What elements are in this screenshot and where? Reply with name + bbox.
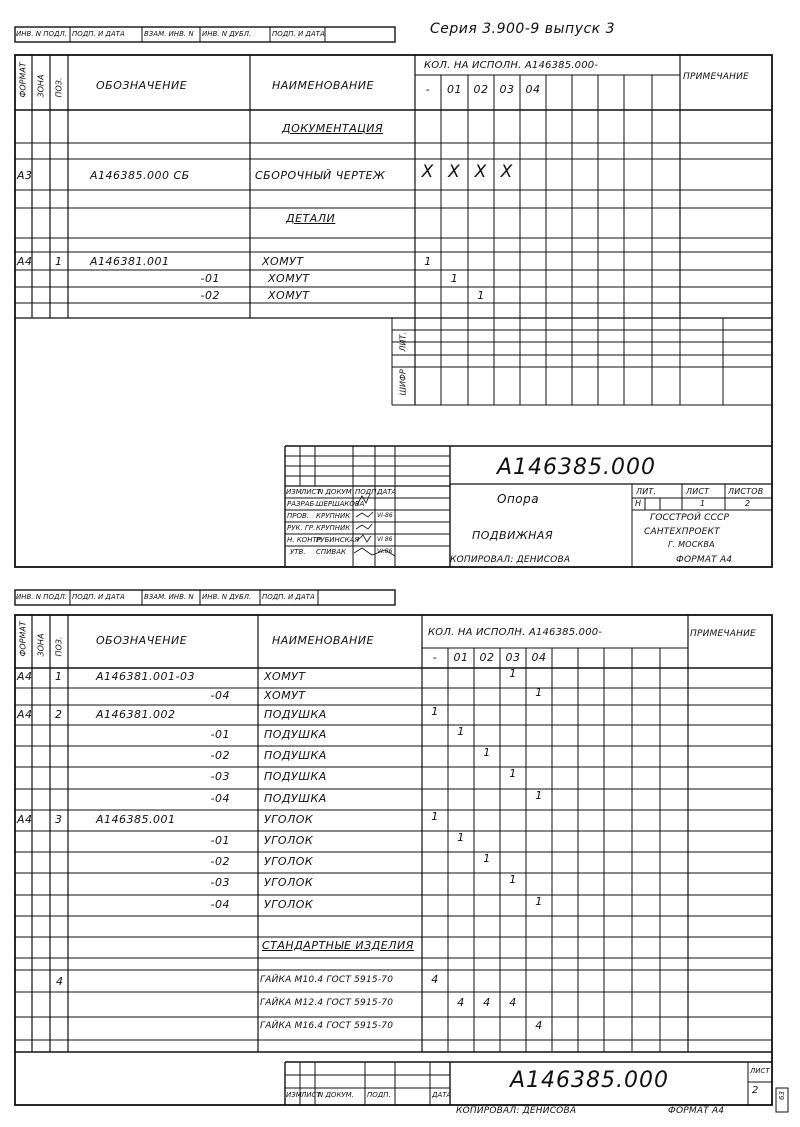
col-format-header: ФОРМАТ [18, 62, 28, 98]
tb2-col-date: ДАТА [432, 1091, 452, 1099]
tb1-col-docnum: N ДОКУМ [318, 488, 352, 496]
section-standard: СТАНДАРТНЫЕ ИЗДЕЛИЯ [262, 939, 414, 952]
tb1-role-2: ПРОВ. [287, 512, 310, 520]
s2-row-name: УГОЛОК [264, 813, 314, 826]
s2-stamp-inv-dup: ИНВ. N ДУБЛ. [202, 593, 252, 601]
s2-row-designation: -04 [210, 792, 230, 805]
s2-row-qty: 1 [535, 895, 543, 908]
tb1-date-1: VI-86 [377, 512, 393, 519]
tb1-person-4: РУБИНСКАЯ [316, 536, 360, 544]
doc-row-designation: А146385.000 СБ [90, 169, 190, 182]
s2-col-format-header: ФОРМАТ [18, 621, 28, 657]
s1-copied-by: КОПИРОВАЛ: ДЕНИСОВА [450, 555, 571, 565]
s2-row-name: ХОМУТ [264, 670, 306, 683]
s1-format-label: ФОРМАТ А4 [676, 555, 733, 565]
tb1-sheet-label: ЛИСТ [686, 487, 710, 496]
std-row-qty: 4 [483, 996, 491, 1009]
s2-row-designation: -03 [210, 770, 230, 783]
s2-row-designation: А146381.001-03 [96, 670, 195, 683]
tb1-person-2: КРУПНИК [316, 512, 351, 520]
tb1-product-1: Опора [497, 492, 540, 506]
s2-row-qty: 1 [431, 705, 439, 718]
std-pos: 4 [56, 975, 64, 988]
qty-col-01: 01 [447, 83, 462, 96]
doc-mark-01: X [448, 162, 461, 182]
s2-row-name: ПОДУШКА [264, 728, 327, 741]
s2-stamp-inv-orig: ИНВ. N ПОДЛ. [16, 593, 67, 601]
doc-row-format: А3 [17, 169, 33, 182]
s2-row-name: ПОДУШКА [264, 708, 327, 721]
s1-row1-pos: 1 [55, 255, 63, 268]
std-row-qty: 4 [431, 973, 439, 986]
s1-row2-name: ХОМУТ [268, 272, 310, 285]
tb1-person-3: КРУПНИК [316, 524, 351, 532]
tb1-col-sheet: ЛИСТ [301, 488, 321, 496]
tb1-org-2: САНТЕХПРОЕКТ [644, 527, 720, 537]
s2-qty-col-01: 01 [453, 651, 469, 664]
s2-row-designation: -01 [210, 834, 230, 847]
s2-row-designation: -02 [210, 855, 230, 868]
s1-row2-qty: 1 [450, 272, 459, 285]
qty-col-03: 03 [499, 83, 515, 96]
qty-col-04: 04 [525, 83, 541, 96]
col-name-header: НАИМЕНОВАНИЕ [272, 79, 374, 92]
tb2-col-docnum: N ДОКУМ. [318, 1091, 354, 1099]
tb1-date-2: VI 86 [377, 536, 393, 543]
qty-col-02: 02 [473, 83, 489, 96]
col-designation-header: ОБОЗНАЧЕНИЕ [96, 79, 188, 92]
tb1-col-date: ДАТА [377, 488, 397, 496]
s2-row-qty: 1 [457, 831, 465, 844]
s2-stamp-sign-date: ПОДП. И ДАТА [72, 593, 125, 601]
series-label: Серия 3.900-9 выпуск 3 [430, 21, 615, 37]
col-note-header: ПРИМЕЧАНИЕ [683, 72, 749, 82]
s2-row-name: УГОЛОК [264, 898, 314, 911]
tb1-col-rev: ИЗМ [286, 488, 302, 496]
s2-row-designation: -04 [210, 689, 230, 702]
stamp-sign-date-2: ПОДП. И ДАТА [272, 30, 325, 38]
tb1-person-1: ШЕРШАКОВА [316, 500, 365, 508]
tb1-sheets-value: 2 [745, 499, 751, 508]
std-row-qty: 4 [535, 1019, 543, 1032]
stamp-inv-orig: ИНВ. N ПОДЛ. [16, 30, 67, 38]
s2-col-zone-header: ЗОНА [36, 633, 46, 657]
stamp-sign-date: ПОДП. И ДАТА [72, 30, 125, 38]
section-documents: ДОКУМЕНТАЦИЯ [282, 122, 384, 135]
s2-row-qty: 1 [509, 667, 517, 680]
std-row-name: ГАЙКА М10.4 ГОСТ 5915-70 [260, 975, 394, 985]
s2-row-name: УГОЛОК [264, 876, 314, 889]
s2-copied-by: КОПИРОВАЛ: ДЕНИСОВА [456, 1106, 577, 1116]
s2-qty-header: КОЛ. НА ИСПОЛН. А146385.000- [428, 627, 603, 638]
s1-row1-format: А4 [17, 255, 33, 268]
s2-stamp-sign-date-2: ПОДП. И ДАТА [262, 593, 315, 601]
s2-row-qty: 1 [535, 789, 543, 802]
col-zone-header: ЗОНА [36, 74, 46, 98]
s2-row-qty: 1 [457, 725, 465, 738]
qty-col-base: - [425, 83, 431, 96]
s2-qty-col-02: 02 [479, 651, 495, 664]
s2-col-pos-header: ПОЗ. [54, 636, 64, 657]
s2-row-name: ХОМУТ [264, 689, 306, 702]
tb1-product-2: ПОДВИЖНАЯ [472, 529, 554, 542]
std-row-qty: 4 [457, 996, 465, 1009]
edge-page-number: 63 [777, 1091, 786, 1100]
doc-row-name: СБОРОЧНЫЙ ЧЕРТЕЖ [255, 169, 386, 182]
s1-row2-designation: -01 [200, 272, 220, 285]
s1-row3-qty: 1 [477, 289, 485, 302]
tb2-col-sign: ПОДП. [367, 1091, 391, 1099]
s2-row-pos: 3 [55, 813, 63, 826]
tb1-role-3: РУК. ГР. [287, 524, 316, 532]
tb1-date-3: VI.86 [377, 548, 393, 555]
s1-row1-designation: А146381.001 [90, 255, 170, 268]
s2-col-note-header: ПРИМЕЧАНИЕ [690, 629, 756, 639]
s1-row3-name: ХОМУТ [268, 289, 310, 302]
side-label-code: ШИФР [398, 369, 408, 396]
s2-row-pos: 1 [55, 670, 63, 683]
tb1-doc-number: А146385.000 [497, 455, 657, 480]
s2-qty-col-base: - [432, 651, 438, 664]
s2-format-label: ФОРМАТ А4 [668, 1106, 725, 1116]
tb1-role-1: РАЗРАБ. [287, 500, 317, 508]
s1-row3-designation: -02 [200, 289, 220, 302]
s2-row-name: ПОДУШКА [264, 749, 327, 762]
section-details: ДЕТАЛИ [286, 212, 336, 225]
s2-row-name: ПОДУШКА [264, 770, 327, 783]
tb1-sheet-value: 1 [700, 499, 706, 508]
s2-stamp-replace-inv: ВЗАМ. ИНВ. N [144, 593, 194, 601]
s2-row-designation: -01 [210, 728, 230, 741]
stamp-inv-dup: ИНВ. N ДУБЛ. [202, 30, 252, 38]
std-row-name: ГАЙКА М16.4 ГОСТ 5915-70 [260, 1021, 394, 1031]
s1-row1-qty: 1 [424, 255, 432, 268]
tb1-role-5: УТВ. [290, 548, 306, 556]
tb2-sheet-value: 2 [752, 1085, 759, 1096]
tb1-org-3: Г. МОСКВА [668, 540, 715, 549]
tb2-sheet-label: ЛИСТ [750, 1067, 770, 1075]
std-row-name: ГАЙКА М12.4 ГОСТ 5915-70 [260, 998, 394, 1008]
s2-row-format: А4 [17, 813, 33, 826]
s2-row-qty: 1 [483, 852, 491, 865]
s2-row-designation: -03 [210, 876, 230, 889]
tb1-role-4: Н. КОНТР. [287, 536, 324, 544]
s2-col-designation-header: ОБОЗНАЧЕНИЕ [96, 634, 188, 647]
s2-row-qty: 1 [509, 873, 517, 886]
s2-row-name: УГОЛОК [264, 834, 314, 847]
tb1-lit-value: Н [635, 499, 642, 508]
s2-qty-col-04: 04 [531, 651, 547, 664]
s2-row-designation: -02 [210, 749, 230, 762]
tb1-lit-label: ЛИТ. [636, 487, 657, 496]
s2-row-pos: 2 [55, 708, 63, 721]
qty-header: КОЛ. НА ИСПОЛН. А146385.000- [424, 60, 599, 71]
tb2-col-sheet: ЛИСТ [301, 1091, 321, 1099]
s2-row-designation: -04 [210, 898, 230, 911]
col-pos-header: ПОЗ. [54, 77, 64, 98]
s2-qty-col-03: 03 [505, 651, 521, 664]
tb1-col-sign: ПОДП. [355, 488, 379, 496]
s2-row-name: ПОДУШКА [264, 792, 327, 805]
std-row-qty: 4 [509, 996, 517, 1009]
tb2-doc-number: А146385.000 [510, 1068, 670, 1093]
s2-row-format: А4 [17, 670, 33, 683]
side-label-lit: ЛИТ. [398, 332, 408, 352]
s2-row-qty: 1 [509, 767, 517, 780]
tb2-col-rev: ИЗМ [286, 1091, 302, 1099]
doc-mark-base: X [421, 162, 435, 182]
s2-row-designation: А146381.002 [96, 708, 176, 721]
tb1-org-1: ГОССТРОЙ СССР [650, 513, 730, 523]
s2-row-qty: 1 [535, 686, 543, 699]
s2-row-name: УГОЛОК [264, 855, 314, 868]
s2-row-designation: А146385.001 [96, 813, 176, 826]
doc-mark-02: X [474, 162, 488, 182]
stamp-replace-inv: ВЗАМ. ИНВ. N [144, 30, 194, 38]
s2-col-name-header: НАИМЕНОВАНИЕ [272, 634, 374, 647]
doc-mark-03: X [500, 162, 514, 182]
tb1-person-5: СПИВАК [316, 548, 346, 556]
s2-row-format: А4 [17, 708, 33, 721]
tb1-sheets-label: ЛИСТОВ [728, 487, 764, 496]
s2-row-qty: 1 [483, 746, 491, 759]
s1-row1-name: ХОМУТ [262, 255, 304, 268]
s2-row-qty: 1 [431, 810, 439, 823]
